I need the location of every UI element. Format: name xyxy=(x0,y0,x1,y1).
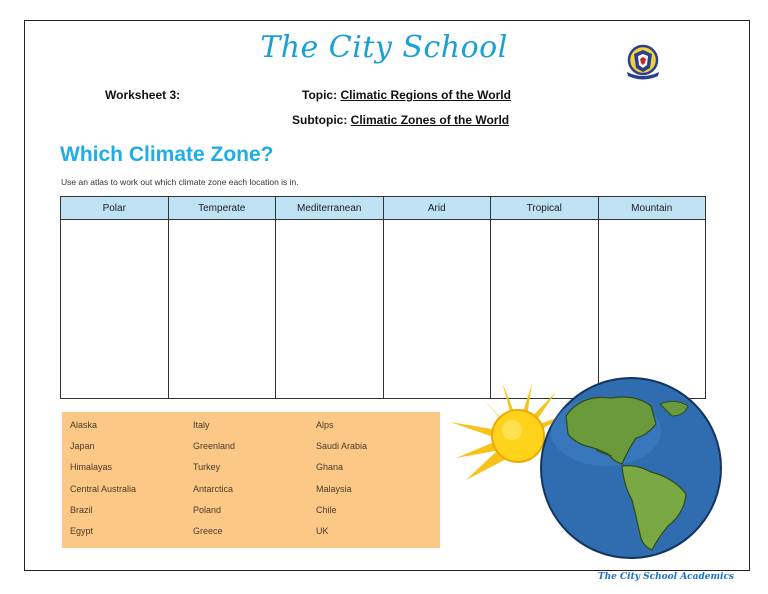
topic-value: Climatic Regions of the World xyxy=(340,88,511,102)
answer-cell-temperate[interactable] xyxy=(168,220,276,399)
section-title: Which Climate Zone? xyxy=(60,143,274,166)
sun-and-globe-illustration xyxy=(446,376,726,561)
locations-box xyxy=(62,412,440,548)
table-header-row xyxy=(61,197,706,220)
location-item: Alaska xyxy=(70,420,98,430)
location-item: Japan xyxy=(70,441,95,451)
subtopic-line xyxy=(292,113,509,127)
zone-header-mediterranean: Mediterranean xyxy=(276,197,384,220)
topic-line xyxy=(302,88,511,102)
zone-header-arid: Arid xyxy=(383,197,491,220)
zone-header-mountain: Mountain xyxy=(598,197,706,220)
answer-cell-mountain[interactable] xyxy=(598,220,706,399)
climate-zone-table xyxy=(60,196,706,399)
school-name: The City School xyxy=(260,30,508,65)
answer-cell-polar[interactable] xyxy=(61,220,169,399)
location-item: Egypt xyxy=(70,526,94,536)
location-item: Italy xyxy=(193,420,210,430)
location-item: Antarctica xyxy=(193,484,234,494)
location-item: Saudi Arabia xyxy=(316,441,368,451)
table-answer-row xyxy=(61,220,706,399)
zone-header-tropical: Tropical xyxy=(491,197,599,220)
zone-header-polar: Polar xyxy=(61,197,169,220)
answer-cell-arid[interactable] xyxy=(383,220,491,399)
subtopic-value: Climatic Zones of the World xyxy=(350,113,510,127)
topic-label: Topic: xyxy=(302,88,338,102)
location-item: Turkey xyxy=(193,462,221,472)
footer-text: The City School Academics xyxy=(597,572,734,582)
school-logo-icon xyxy=(621,42,665,82)
location-item: Malaysia xyxy=(316,484,352,494)
location-item: Chile xyxy=(316,505,337,515)
zone-header-temperate: Temperate xyxy=(168,197,276,220)
location-item: Brazil xyxy=(70,505,93,515)
answer-cell-tropical[interactable] xyxy=(491,220,599,399)
answer-cell-mediterranean[interactable] xyxy=(276,220,384,399)
worksheet-number: Worksheet 3: xyxy=(105,88,181,102)
location-item: Central Australia xyxy=(70,484,137,494)
location-item: Greenland xyxy=(193,441,236,451)
location-item: Greece xyxy=(193,526,223,536)
location-item: Alps xyxy=(316,420,334,430)
globe-icon xyxy=(541,378,721,558)
location-item: Himalayas xyxy=(70,462,113,472)
instructions-text: Use an atlas to work out which climate zone each location is in. xyxy=(61,177,299,187)
location-item: Ghana xyxy=(316,462,344,472)
location-item: UK xyxy=(316,526,329,536)
location-item: Poland xyxy=(193,505,222,515)
subtopic-label: Subtopic: xyxy=(292,113,348,127)
